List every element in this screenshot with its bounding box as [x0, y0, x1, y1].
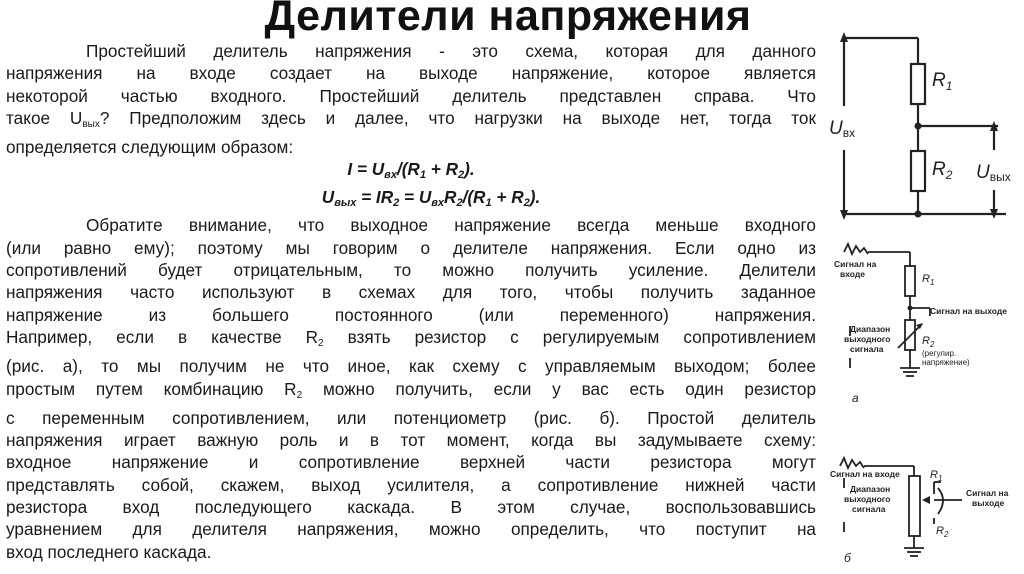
text-line: Например, если в качестве $R_2$ взять резистор с регулируемым сопротивлением	[6, 326, 816, 349]
text-line: входное напряжение и сопротивление верхней части резистора могут	[6, 452, 816, 473]
figure-b-label: б	[844, 551, 851, 565]
text-line: вход последнего каскада.	[6, 541, 212, 562]
svg-text:выходного: выходного	[844, 334, 891, 344]
svg-text:R1: $R_1$	[932, 70, 953, 93]
svg-text:R1: $R_1$	[930, 469, 943, 483]
figure-a-label: а	[852, 391, 859, 405]
input-signal-label: Сигнал на	[834, 259, 877, 269]
r1-label: R	[932, 70, 946, 91]
adjustable-divider-diagram	[830, 240, 1022, 410]
text-line: напряжение из большего постоянного (или переменного) напряжения.	[6, 304, 816, 325]
svg-text:Диапазон: Диапазон	[850, 324, 891, 334]
text-line: уравнением для делителя напряжения, можно определить, что поступит на	[6, 519, 816, 540]
svg-text:R1: $R_1$	[922, 273, 935, 287]
svg-text:выходе: выходе	[972, 498, 1005, 508]
divider-circuit-diagram	[826, 28, 1022, 224]
text-line: резистора вход последующего каскада. В этом случае, воспользовавшись	[6, 497, 816, 518]
svg-text:R2: $R_2$	[932, 159, 953, 182]
text-line: простым путем комбинацию $R_2$ можно получить, если у вас есть один резистор	[6, 378, 816, 401]
text-line: сопротивлений будет отрицательным, то можно получить усиление. Делители	[6, 260, 816, 281]
slide-title: Делители напряжения	[264, 0, 752, 40]
text-line: некоторой частью входного. Простейший делитель представлен справа. Что	[6, 85, 816, 106]
uout-label: U	[976, 162, 990, 183]
uin-label: U	[829, 118, 843, 139]
text-line: представлять собой, скажем, выход усилителя, а сопротивление нижней части	[6, 474, 816, 495]
text-line: с переменным сопротивлением, или потенциометр (рис. б). Простой делитель	[6, 407, 816, 428]
body-text	[6, 40, 816, 563]
svg-text:Диапазон: Диапазон	[850, 484, 891, 494]
output-signal-label: Сигнал на выходе	[930, 306, 1007, 316]
svg-text:R2: $R_2$	[936, 525, 949, 539]
svg-text:выходного: выходного	[844, 494, 891, 504]
text-line: Простейший делитель напряжения - это схема, которая для данного	[86, 41, 816, 61]
text-line: напряжения на входе создает на выходе напряжение, которое является	[6, 63, 816, 84]
svg-text:(регулир.: (регулир.	[922, 349, 957, 358]
text-line: напряжения часто используют в схемах для того, чтобы получить заданное	[6, 282, 816, 303]
formula-current: I = Uвх/(R1 + R2).	[347, 159, 475, 182]
potentiometer-divider-diagram	[826, 452, 1022, 572]
r2-label: R	[932, 159, 946, 180]
text-line: напряжения играет важную роль и в тот момент, когда вы задумываете схему:	[6, 430, 816, 451]
output-signal-label: Сигнал на	[966, 488, 1009, 498]
svg-text:входе: входе	[840, 269, 865, 279]
svg-text:R2: $R_2$	[922, 335, 935, 349]
text-line: (рис. а), то мы получим не что иное, как схему с управляемым выходом; более	[6, 356, 816, 377]
text-line: определяется следующим образом:	[6, 137, 294, 158]
text-line: Обратите внимание, что выходное напряжение всегда меньше входного	[86, 215, 816, 236]
svg-text:Uвх: Uвх	[829, 118, 856, 140]
svg-text:напряжение): напряжение)	[922, 358, 970, 367]
svg-text:сигнала: сигнала	[850, 344, 884, 354]
svg-text:сигнала: сигнала	[852, 504, 886, 514]
input-signal-label: Сигнал на входе	[830, 469, 900, 479]
formula-output-voltage: Uвых = IR2 = UвхR2/(R1 + R2).	[321, 187, 541, 210]
text-line: (или равно ему); поэтому мы говорим о делителе напряжения. Если одно из	[6, 237, 816, 258]
svg-text:Uвых: Uвых	[976, 162, 1011, 184]
text-line: такое $U_{вых}$? Предположим здесь и далее, что нагрузки на выходе нет, тогда ток	[6, 107, 816, 130]
